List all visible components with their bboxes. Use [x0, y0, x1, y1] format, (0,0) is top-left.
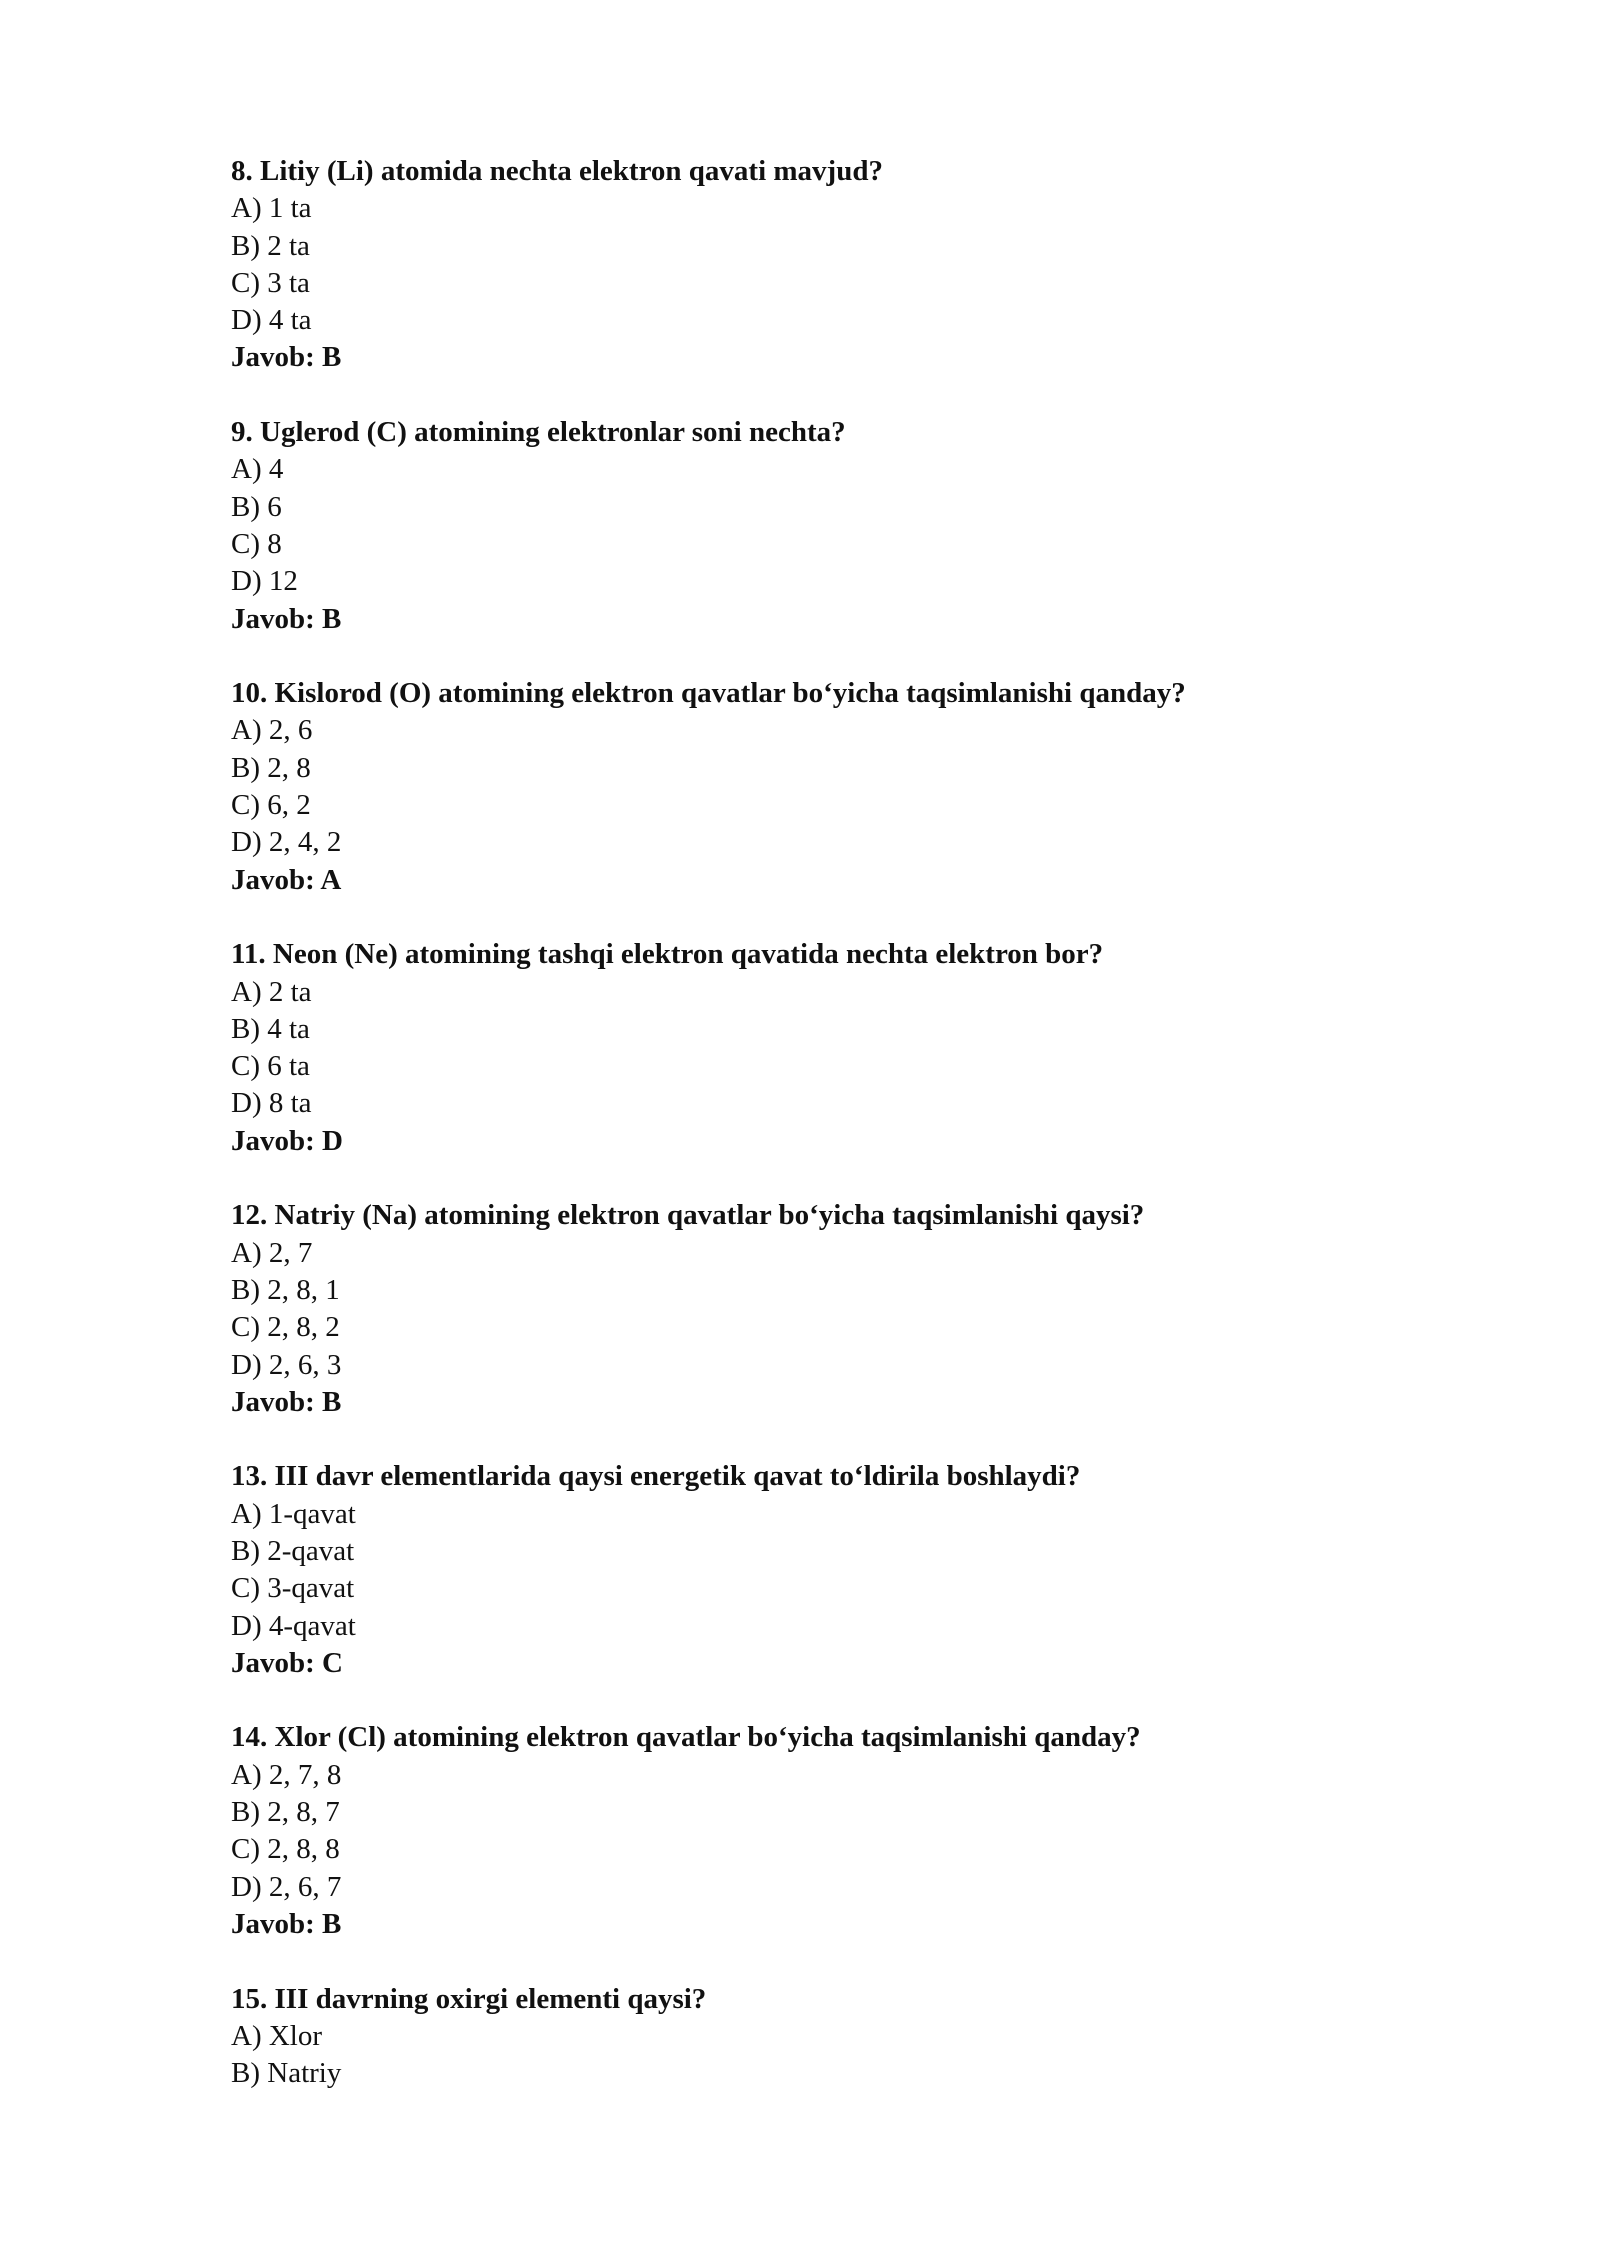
- question-text: 8. Litiy (Li) atomida nechta elektron qavati mavjud?: [231, 155, 883, 187]
- option-a: A) Xlor: [231, 2019, 323, 2052]
- question-text: 11. Neon (Ne) atomining tashqi elektron qavatida nechta elektron bor?: [231, 938, 1104, 971]
- option-d: D) 12: [231, 565, 298, 598]
- option-a: A) 1 ta: [231, 192, 312, 225]
- question-block: [231, 153, 1411, 377]
- option-c: C) 3 ta: [231, 266, 310, 299]
- answer-text: Javob: D: [231, 1124, 343, 1157]
- option-b: B) 2, 8, 7: [231, 1796, 340, 1829]
- option-c: C) 8: [231, 527, 282, 560]
- option-a: A) 2, 7, 8: [231, 1758, 342, 1791]
- option-a: A) 2, 7: [231, 1236, 313, 1269]
- question-text: 13. III davr elementlarida qaysi energetik qavat to‘ldirila boshlaydi?: [231, 1460, 1081, 1493]
- option-c: C) 2, 8, 8: [231, 1833, 340, 1866]
- option-b: B) Natriy: [231, 2057, 342, 2090]
- answer-text: Javob: B: [231, 1385, 342, 1418]
- answer-text: Javob: B: [231, 602, 342, 635]
- question-block: [231, 1458, 1411, 1682]
- option-c: C) 2, 8, 2: [231, 1311, 340, 1344]
- answer-text: Javob: B: [231, 1907, 342, 1940]
- option-b: B) 2-qavat: [231, 1534, 355, 1567]
- option-a: A) 4: [231, 453, 284, 486]
- question-text: 15. III davrning oxirgi elementi qaysi?: [231, 1982, 707, 2015]
- option-b: B) 2, 8: [231, 751, 311, 784]
- question-block: [231, 414, 1411, 638]
- answer-text: Javob: A: [231, 863, 342, 896]
- question-text: 9. Uglerod (C) atomining elektronlar soni nechta?: [231, 416, 846, 449]
- option-b: B) 6: [231, 490, 282, 523]
- option-d: D) 4 ta: [231, 304, 312, 337]
- document-page: [231, 153, 1411, 2130]
- option-d: D) 4-qavat: [231, 1609, 356, 1642]
- question-text: 10. Kislorod (O) atomining elektron qavatlar bo‘yicha taqsimlanishi qanday?: [231, 677, 1186, 710]
- question-block: [231, 936, 1411, 1160]
- option-c: C) 6 ta: [231, 1050, 310, 1083]
- option-d: D) 2, 4, 2: [231, 826, 342, 859]
- option-c: C) 6, 2: [231, 789, 311, 822]
- question-text: 12. Natriy (Na) atomining elektron qavatlar bo‘yicha taqsimlanishi qaysi?: [231, 1199, 1145, 1232]
- question-block: [231, 1719, 1411, 1943]
- option-a: A) 2, 6: [231, 714, 313, 747]
- option-d: D) 2, 6, 7: [231, 1870, 342, 1903]
- question-block: [231, 675, 1411, 899]
- option-a: A) 2 ta: [231, 975, 312, 1008]
- option-b: B) 4 ta: [231, 1012, 310, 1045]
- option-b: B) 2 ta: [231, 229, 310, 262]
- question-text: 14. Xlor (Cl) atomining elektron qavatlar bo‘yicha taqsimlanishi qanday?: [231, 1721, 1141, 1754]
- answer-text: Javob: C: [231, 1646, 343, 1679]
- question-block: [231, 1981, 1411, 2093]
- question-block: [231, 1197, 1411, 1421]
- option-b: B) 2, 8, 1: [231, 1273, 340, 1306]
- option-a: A) 1-qavat: [231, 1497, 356, 1530]
- option-d: D) 2, 6, 3: [231, 1348, 342, 1381]
- answer-text: Javob: B: [231, 341, 342, 374]
- option-d: D) 8 ta: [231, 1087, 312, 1120]
- option-c: C) 3-qavat: [231, 1572, 355, 1605]
